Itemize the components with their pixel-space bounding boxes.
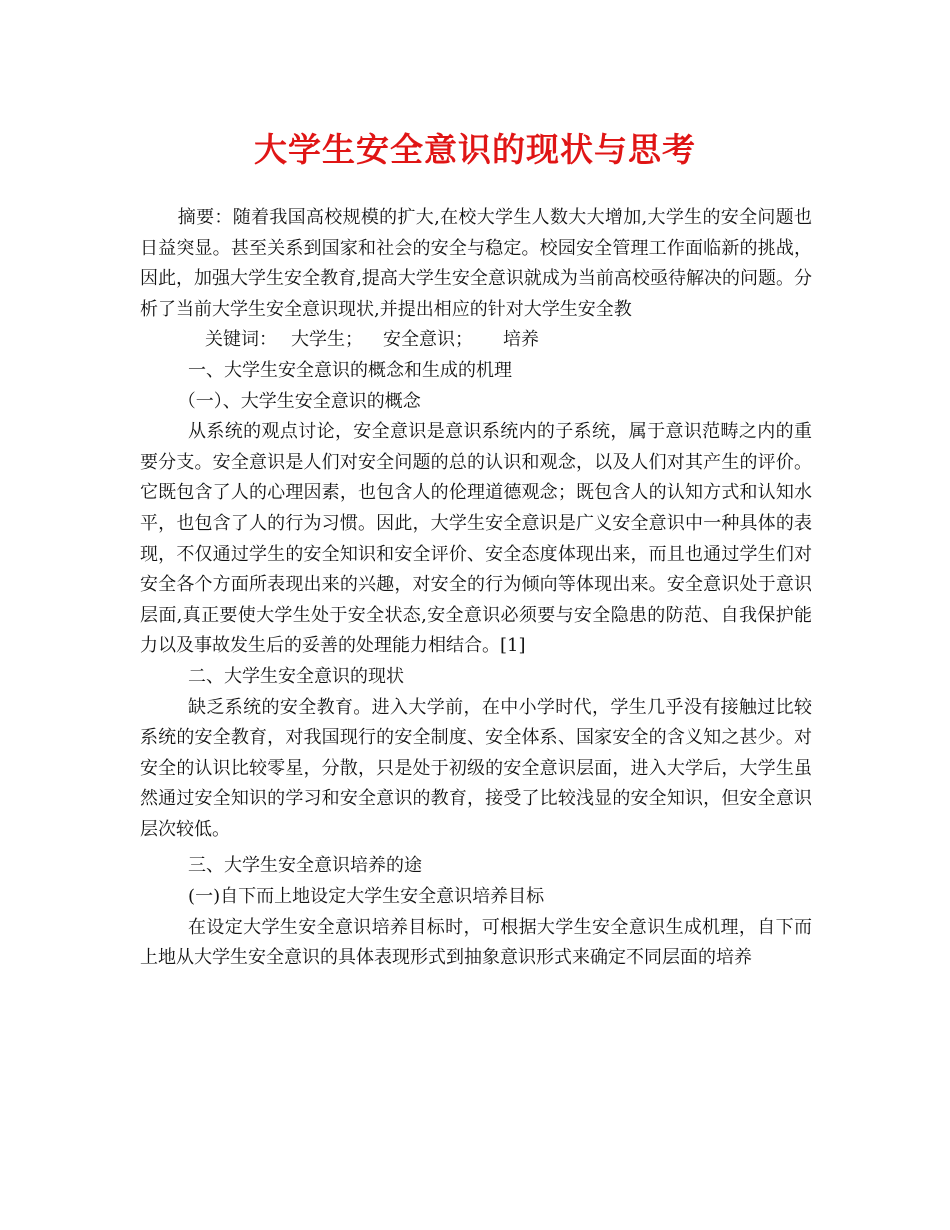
body-paragraph: 缺乏系统的安全教育。进入大学前，在中小学时代，学生几乎没有接触过比较系统的安全教育，对我国现行的安全制度、安全体系、国家安全的含义知之甚少。对安全的认识比较零星，分散，只是处于初级的安全意识层面，进入大学后，大学生虽然通过安全知识的学习和安全意识的教育，接受了比较浅显的安全知识，但安全意识层次较低。 (140, 696, 812, 840)
document-body (140, 203, 812, 974)
keyword-item: 大学生； (291, 329, 363, 351)
section-heading: 三、大学生安全意识培养的途 (188, 855, 423, 877)
abstract-paragraph: 摘要：随着我国高校规模的扩大,在校大学生人数大大增加,大学生的安全问题也日益突显。甚至关系到国家和社会的安全与稳定。校园安全管理工作面临新的挑战，因此，加强大学生安全教育,提高大学生安全意识就成为当前高校亟待解决的问题。分析了当前大学生安全意识现状,并提出相应的针对大学生安全教 (140, 207, 812, 320)
keywords-label: 关键词： (205, 329, 277, 351)
keyword-item: 安全意识； (383, 329, 473, 351)
keywords-line (140, 325, 812, 356)
section-heading: 一、大学生安全意识的概念和生成的机理 (188, 359, 513, 381)
section-heading: 二、大学生安全意识的现状 (188, 665, 405, 687)
keyword-item: 培养 (503, 329, 539, 351)
subsection-heading: (一)自下而上地设定大学生安全意识培养目标 (188, 886, 545, 908)
body-paragraph: 从系统的观点讨论，安全意识是意识系统内的子系统，属于意识范畴之内的重要分支。安全意识是人们对安全问题的总的认识和观念，以及人们对其产生的评价。它既包含了人的心理因素，也包含人的伦理道德观念；既包含人的认知方式和认知水平，也包含了人的行为习惯。因此，大学生安全意识是广义安全意识中一种具体的表现，不仅通过学生的安全知识和安全评价、安全态度体现出来，而且也通过学生们对安全各个方面所表现出来的兴趣，对安全的行为倾向等体现出来。安全意识处于意识层面,真正要使大学生处于安全状态,安全意识必须要与安全隐患的防范、自我保护能力以及事故发生后的妥善的处理能力相结合。[1] (140, 421, 812, 657)
body-paragraph: 在设定大学生安全意识培养目标时，可根据大学生安全意识生成机理，自下而上地从大学生安全意识的具体表现形式到抽象意识形式来确定不同层面的培养 (140, 916, 812, 969)
subsection-heading: （一）、大学生安全意识的概念 (177, 390, 421, 412)
document-title: 大学生安全意识的现状与思考 (254, 130, 696, 169)
